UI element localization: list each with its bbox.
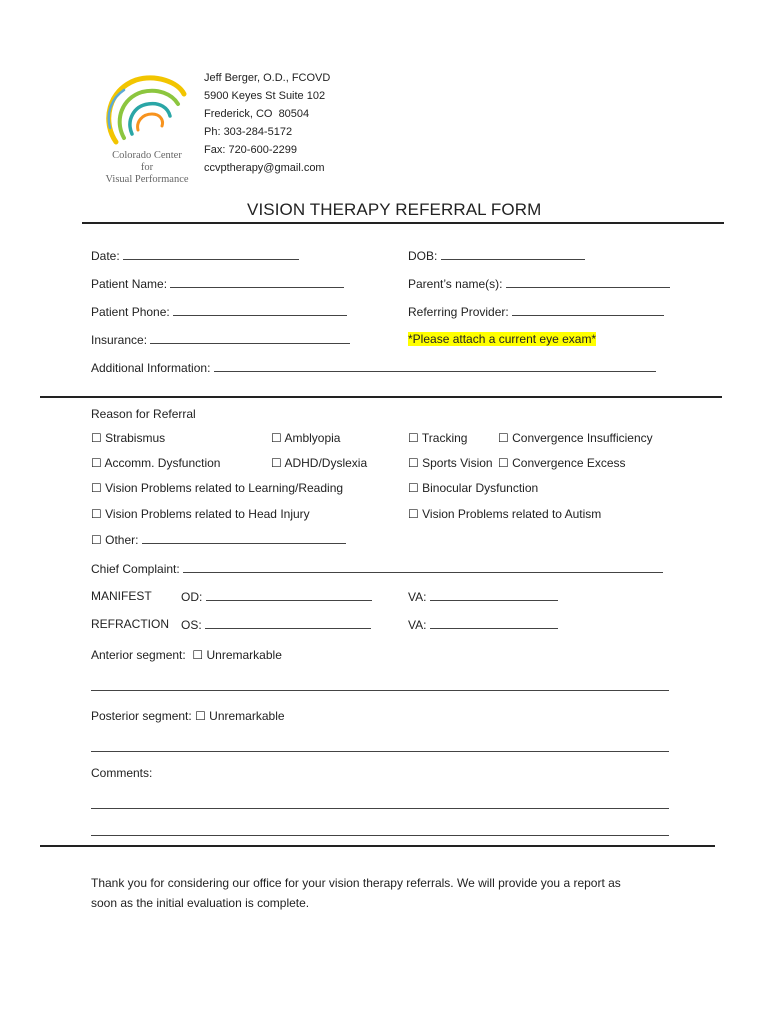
- logo-line-2: for: [140, 162, 154, 173]
- checkbox-icon[interactable]: ☐: [408, 481, 419, 495]
- checkbox-icon[interactable]: ☐: [408, 431, 419, 445]
- dob-line[interactable]: [441, 248, 585, 260]
- comments-label: Comments:: [91, 766, 153, 780]
- va-os-field[interactable]: [408, 617, 558, 632]
- dob-field[interactable]: [408, 248, 585, 263]
- parents-names-field[interactable]: [408, 276, 670, 291]
- other-line[interactable]: [142, 532, 346, 544]
- checkbox-icon[interactable]: ☐: [192, 648, 204, 662]
- section-divider: [40, 396, 722, 398]
- checkbox-icon[interactable]: ☐: [195, 709, 206, 723]
- od-field[interactable]: [181, 589, 372, 604]
- option-learning-reading[interactable]: [91, 481, 343, 495]
- os-label: OS:: [181, 618, 202, 632]
- anterior-line[interactable]: [91, 690, 669, 691]
- chief-complaint-label: Chief Complaint:: [91, 562, 180, 576]
- footer-divider: [40, 845, 715, 847]
- va-od-field[interactable]: [408, 589, 558, 604]
- option-sports-vision[interactable]: [408, 456, 493, 470]
- option-label: Convergence Insufficiency: [512, 431, 653, 445]
- checkbox-icon[interactable]: ☐: [91, 431, 102, 445]
- va-label: VA:: [408, 618, 427, 632]
- option-label: Other:: [105, 533, 139, 547]
- referring-provider-field[interactable]: [408, 304, 664, 319]
- manifest-label: MANIFEST: [91, 589, 152, 603]
- chief-complaint-field[interactable]: [91, 561, 663, 576]
- option-strabismus[interactable]: [91, 431, 165, 445]
- option-amblyopia[interactable]: [271, 431, 340, 445]
- option-other[interactable]: [91, 532, 346, 547]
- option-label: ADHD/Dyslexia: [284, 456, 368, 470]
- dob-label: DOB:: [408, 249, 438, 263]
- checkbox-icon[interactable]: ☐: [498, 456, 509, 470]
- additional-info-field[interactable]: [91, 360, 656, 375]
- contact-phone: Ph: 303-284-5172: [204, 126, 293, 138]
- patient-phone-line[interactable]: [173, 304, 347, 316]
- unremarkable-label: Unremarkable: [209, 709, 285, 723]
- date-label: Date:: [91, 249, 120, 263]
- referring-provider-line[interactable]: [512, 304, 664, 316]
- parents-names-line[interactable]: [506, 276, 670, 288]
- refraction-label: REFRACTION: [91, 617, 169, 631]
- additional-info-label: Additional Information:: [91, 361, 211, 375]
- logo-swirl-icon: [98, 72, 194, 152]
- thank-you-line-1: Thank you for considering our office for your vision therapy referrals. We will provide you a report as: [91, 876, 621, 890]
- comments-line-1[interactable]: [91, 808, 669, 809]
- checkbox-icon[interactable]: ☐: [408, 456, 419, 470]
- parents-names-label: Parent’s name(s):: [408, 277, 503, 291]
- referring-provider-label: Referring Provider:: [408, 305, 509, 319]
- option-label: Strabismus: [105, 431, 166, 445]
- posterior-label: Posterior segment:: [91, 709, 192, 723]
- contact-street: 5900 Keyes St Suite 102: [204, 90, 326, 102]
- option-tracking[interactable]: [408, 431, 467, 445]
- option-label: Amblyopia: [284, 431, 341, 445]
- checkbox-icon[interactable]: ☐: [91, 456, 102, 470]
- date-field[interactable]: [91, 248, 299, 263]
- chief-complaint-line[interactable]: [183, 561, 663, 573]
- checkbox-icon[interactable]: ☐: [271, 431, 282, 445]
- option-accomm-dysfunction[interactable]: [91, 456, 220, 470]
- checkbox-icon[interactable]: ☐: [91, 533, 102, 547]
- checkbox-icon[interactable]: ☐: [408, 507, 419, 521]
- date-line[interactable]: [123, 248, 299, 260]
- option-label: Vision Problems related to Autism: [422, 507, 602, 521]
- thank-you-line-2: soon as the initial evaluation is complete.: [91, 896, 310, 910]
- contact-email[interactable]: ccvptherapy@gmail.com: [204, 162, 325, 174]
- patient-phone-label: Patient Phone:: [91, 305, 170, 319]
- attach-exam-note: *Please attach a current eye exam*: [408, 332, 597, 346]
- os-field[interactable]: [181, 617, 371, 632]
- reason-heading: Reason for Referral: [91, 407, 196, 421]
- comments-line-2[interactable]: [91, 835, 669, 836]
- od-line[interactable]: [206, 589, 372, 601]
- od-label: OD:: [181, 590, 203, 604]
- option-label: Accomm. Dysfunction: [104, 456, 221, 470]
- patient-name-label: Patient Name:: [91, 277, 168, 291]
- checkbox-icon[interactable]: ☐: [91, 507, 102, 521]
- form-title: VISION THERAPY REFERRAL FORM: [247, 200, 542, 219]
- patient-phone-field[interactable]: [91, 304, 347, 319]
- checkbox-icon[interactable]: ☐: [271, 456, 282, 470]
- posterior-segment-field[interactable]: [91, 709, 285, 723]
- contact-doctor: Jeff Berger, O.D., FCOVD: [204, 72, 331, 84]
- logo: [92, 72, 202, 190]
- posterior-line[interactable]: [91, 751, 669, 752]
- anterior-segment-field[interactable]: [91, 648, 282, 662]
- patient-name-line[interactable]: [170, 276, 344, 288]
- option-binocular-dysfunction[interactable]: [408, 481, 538, 495]
- option-convergence-excess[interactable]: [498, 456, 626, 470]
- option-label: Tracking: [421, 431, 468, 445]
- insurance-field[interactable]: [91, 332, 350, 347]
- additional-info-line[interactable]: [214, 360, 656, 372]
- option-convergence-insufficiency[interactable]: [498, 431, 653, 445]
- option-label: Sports Vision: [422, 456, 493, 470]
- contact-fax: Fax: 720-600-2299: [204, 144, 297, 156]
- checkbox-icon[interactable]: ☐: [498, 431, 509, 445]
- option-label: Convergence Excess: [512, 456, 626, 470]
- option-label: Binocular Dysfunction: [422, 481, 539, 495]
- va-os-line[interactable]: [430, 617, 558, 629]
- insurance-line[interactable]: [150, 332, 350, 344]
- logo-line-1: Colorado Center: [112, 150, 182, 161]
- insurance-label: Insurance:: [91, 333, 148, 347]
- logo-line-3: Visual Performance: [105, 174, 189, 185]
- option-head-injury[interactable]: [91, 507, 310, 521]
- checkbox-icon[interactable]: ☐: [91, 481, 102, 495]
- anterior-label: Anterior segment:: [91, 648, 186, 662]
- option-label: Vision Problems related to Learning/Reading: [105, 481, 344, 495]
- option-label: Vision Problems related to Head Injury: [105, 507, 310, 521]
- unremarkable-label: Unremarkable: [206, 648, 282, 662]
- option-adhd-dyslexia[interactable]: [271, 456, 367, 470]
- os-line[interactable]: [205, 617, 371, 629]
- option-autism[interactable]: [408, 507, 601, 521]
- contact-city: Frederick, CO 80504: [204, 108, 310, 120]
- title-divider: [82, 222, 724, 224]
- patient-name-field[interactable]: [91, 276, 344, 291]
- va-od-line[interactable]: [430, 589, 558, 601]
- va-label: VA:: [408, 590, 427, 604]
